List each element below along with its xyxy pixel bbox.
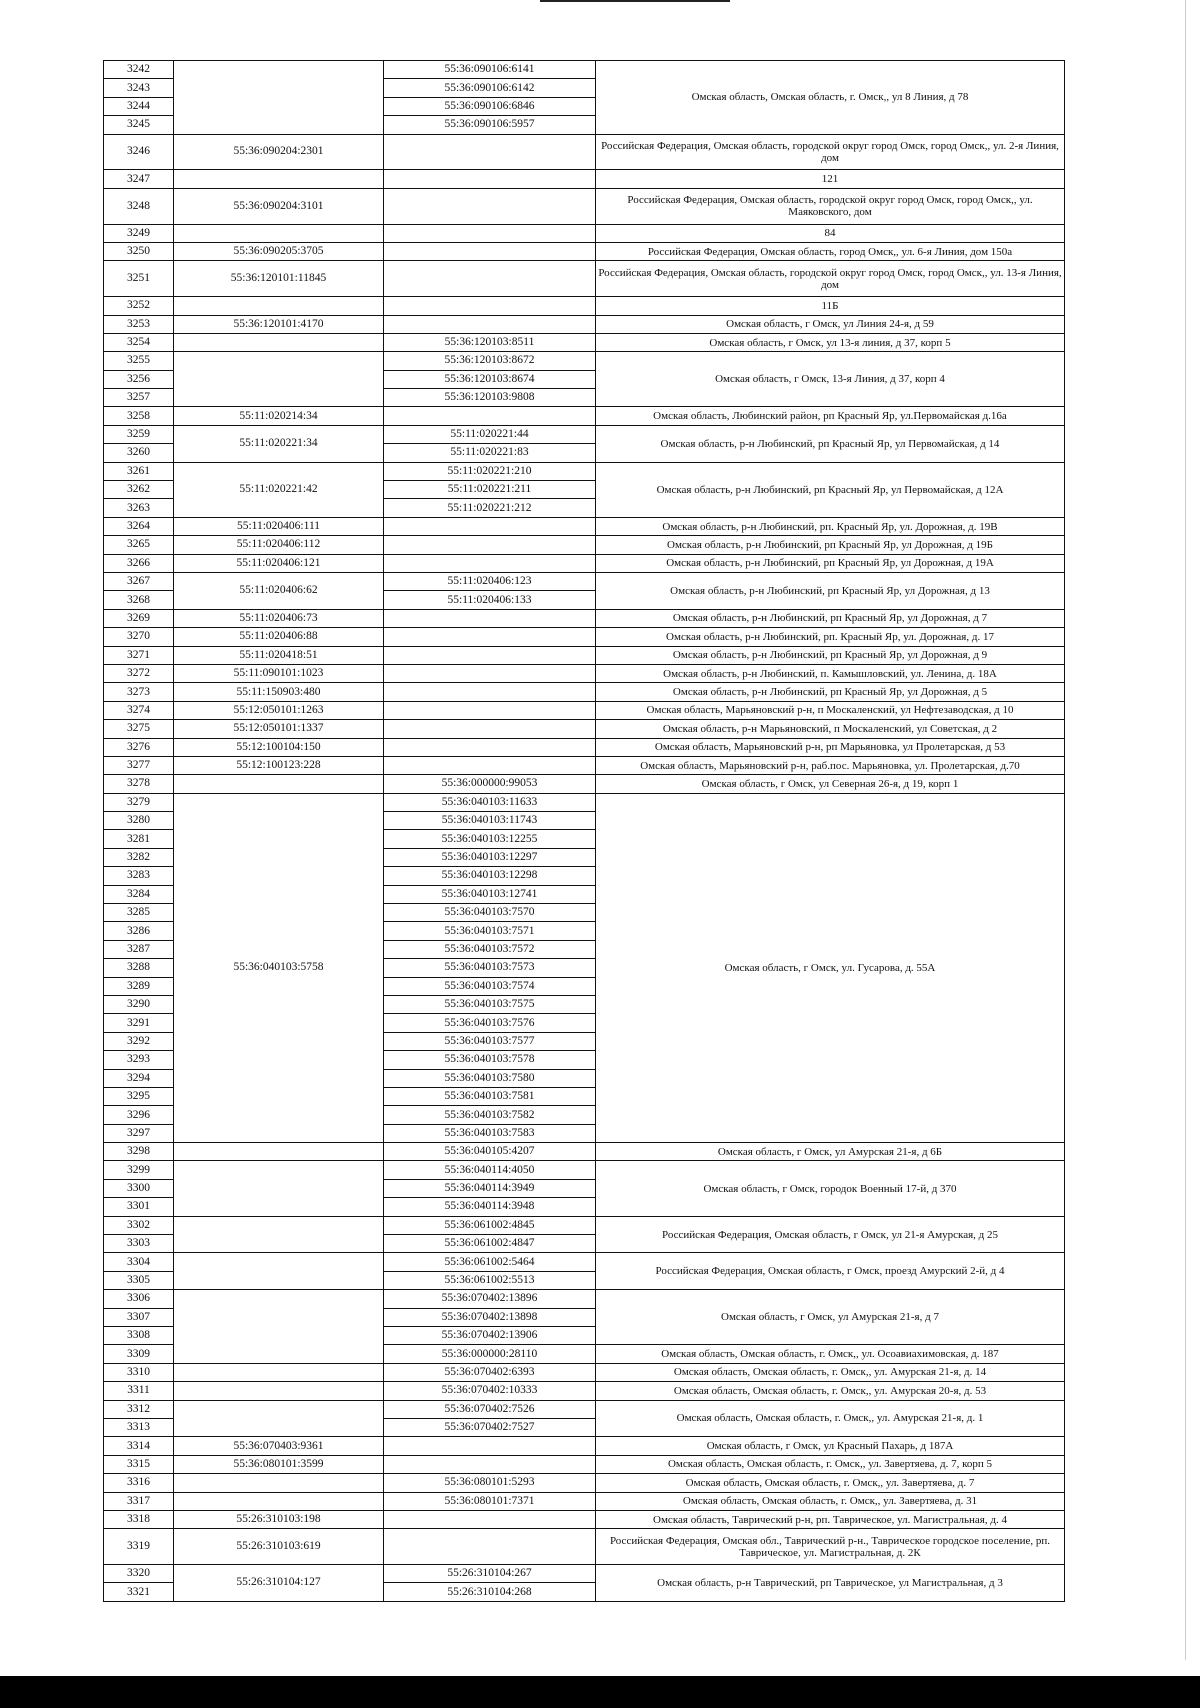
address-cell: Омская область, р-н Таврический, рп Таврическое, ул Магистральная, д 3 bbox=[596, 1565, 1065, 1602]
building-number-cell: 55:36:070402:7526 bbox=[384, 1400, 596, 1418]
address-cell: Омская область, г Омск, 13-я Линия, д 37, корп 4 bbox=[596, 352, 1065, 407]
parcel-number-cell: 55:11:020221:34 bbox=[174, 425, 384, 462]
building-number-cell: 55:36:070402:13906 bbox=[384, 1327, 596, 1345]
address-cell: Российская Федерация, Омская область, город Омск,, ул. 6-я Линия, дом 150а bbox=[596, 242, 1065, 260]
parcel-number-cell: 55:26:310103:619 bbox=[174, 1529, 384, 1565]
address-cell: Российская Федерация, Омская область, г Омск, ул 21-я Амурская, д 25 bbox=[596, 1216, 1065, 1253]
parcel-number-cell: 55:11:150903:480 bbox=[174, 683, 384, 701]
parcel-number-cell: 55:11:020406:121 bbox=[174, 554, 384, 572]
building-number-cell bbox=[384, 646, 596, 664]
building-number-cell: 55:11:020221:83 bbox=[384, 444, 596, 462]
row-number-cell: 3295 bbox=[104, 1087, 174, 1105]
row-number-cell: 3263 bbox=[104, 499, 174, 517]
parcel-number-cell: 55:36:120101:4170 bbox=[174, 315, 384, 333]
row-number-cell: 3286 bbox=[104, 922, 174, 940]
row-number-cell: 3264 bbox=[104, 517, 174, 535]
row-number-cell: 3302 bbox=[104, 1216, 174, 1234]
cadastral-table bbox=[103, 60, 1065, 1602]
address-cell: Омская область, Марьяновский р-н, рп Марьяновка, ул Пролетарская, д 53 bbox=[596, 738, 1065, 756]
table-row bbox=[104, 170, 1065, 188]
address-cell: Омская область, р-н Любинский, рп Красный Яр, ул Дорожная, д 7 bbox=[596, 609, 1065, 627]
address-cell: Омская область, р-н Любинский, рп Красный Яр, ул Первомайская, д 14 bbox=[596, 425, 1065, 462]
parcel-number-cell bbox=[174, 1143, 384, 1161]
parcel-number-cell bbox=[174, 61, 384, 135]
table-row bbox=[104, 1529, 1065, 1565]
address-cell: Российская Федерация, Омская область, городской округ город Омск, город Омск,, ул. Маяковского, дом bbox=[596, 188, 1065, 224]
table-row bbox=[104, 554, 1065, 572]
address-cell: 84 bbox=[596, 224, 1065, 242]
table-row bbox=[104, 738, 1065, 756]
building-number-cell bbox=[384, 315, 596, 333]
row-number-cell: 3250 bbox=[104, 242, 174, 260]
building-number-cell bbox=[384, 683, 596, 701]
table-row bbox=[104, 1437, 1065, 1455]
building-number-cell: 55:36:090106:6142 bbox=[384, 79, 596, 97]
parcel-number-cell bbox=[174, 297, 384, 315]
table-row bbox=[104, 1382, 1065, 1400]
row-number-cell: 3306 bbox=[104, 1290, 174, 1308]
building-number-cell: 55:36:120103:8674 bbox=[384, 370, 596, 388]
building-number-cell bbox=[384, 407, 596, 425]
building-number-cell: 55:36:040103:7576 bbox=[384, 1014, 596, 1032]
row-number-cell: 3262 bbox=[104, 481, 174, 499]
parcel-number-cell: 55:26:310103:198 bbox=[174, 1510, 384, 1528]
building-number-cell: 55:11:020406:133 bbox=[384, 591, 596, 609]
address-cell: Омская область, р-н Любинский, рп Красный Яр, ул Дорожная, д 9 bbox=[596, 646, 1065, 664]
building-number-cell: 55:36:040103:7572 bbox=[384, 940, 596, 958]
parcel-number-cell: 55:11:020418:51 bbox=[174, 646, 384, 664]
building-number-cell: 55:36:070402:13898 bbox=[384, 1308, 596, 1326]
address-cell: Омская область, р-н Любинский, рп Красный Яр, ул Дорожная, д 19А bbox=[596, 554, 1065, 572]
building-number-cell: 55:36:040103:12255 bbox=[384, 830, 596, 848]
row-number-cell: 3304 bbox=[104, 1253, 174, 1271]
table-row bbox=[104, 793, 1065, 811]
row-number-cell: 3265 bbox=[104, 536, 174, 554]
table-body bbox=[104, 61, 1065, 1602]
parcel-number-cell: 55:11:020406:62 bbox=[174, 572, 384, 609]
table-row bbox=[104, 646, 1065, 664]
building-number-cell bbox=[384, 242, 596, 260]
row-number-cell: 3249 bbox=[104, 224, 174, 242]
table-row bbox=[104, 1510, 1065, 1528]
building-number-cell bbox=[384, 664, 596, 682]
building-number-cell bbox=[384, 1510, 596, 1528]
row-number-cell: 3268 bbox=[104, 591, 174, 609]
address-cell: Российская Федерация, Омская область, городской округ город Омск, город Омск,, ул. 2-я Линия, дом bbox=[596, 134, 1065, 170]
row-number-cell: 3294 bbox=[104, 1069, 174, 1087]
row-number-cell: 3258 bbox=[104, 407, 174, 425]
address-cell: Омская область, Омская область, г. Омск,, ул 8 Линия, д 78 bbox=[596, 61, 1065, 135]
building-number-cell bbox=[384, 170, 596, 188]
row-number-cell: 3303 bbox=[104, 1235, 174, 1253]
table-row bbox=[104, 315, 1065, 333]
row-number-cell: 3259 bbox=[104, 425, 174, 443]
table-row bbox=[104, 701, 1065, 719]
building-number-cell: 55:11:020221:44 bbox=[384, 425, 596, 443]
table-row bbox=[104, 720, 1065, 738]
table-row bbox=[104, 462, 1065, 480]
row-number-cell: 3285 bbox=[104, 904, 174, 922]
parcel-number-cell bbox=[174, 1253, 384, 1290]
parcel-number-cell bbox=[174, 333, 384, 351]
parcel-number-cell bbox=[174, 1382, 384, 1400]
table-row bbox=[104, 536, 1065, 554]
parcel-number-cell bbox=[174, 1216, 384, 1253]
table-row bbox=[104, 1290, 1065, 1308]
table-row bbox=[104, 1400, 1065, 1418]
address-cell: Омская область, р-н Любинский, рп Красный Яр, ул Первомайская, д 12А bbox=[596, 462, 1065, 517]
address-cell: Российская Федерация, Омская обл., Таврический р-н., Таврическое городское поселение, рп. Таврическое, ул. Магистральная, д. 2К bbox=[596, 1529, 1065, 1565]
row-number-cell: 3248 bbox=[104, 188, 174, 224]
address-cell: Омская область, г Омск, ул Линия 24-я, д 59 bbox=[596, 315, 1065, 333]
row-number-cell: 3320 bbox=[104, 1565, 174, 1583]
building-number-cell: 55:26:310104:268 bbox=[384, 1583, 596, 1601]
table-row bbox=[104, 134, 1065, 170]
row-number-cell: 3251 bbox=[104, 261, 174, 297]
address-cell: Омская область, г Омск, городок Военный 17-й, д 370 bbox=[596, 1161, 1065, 1216]
parcel-number-cell: 55:11:020214:34 bbox=[174, 407, 384, 425]
row-number-cell: 3271 bbox=[104, 646, 174, 664]
parcel-number-cell bbox=[174, 170, 384, 188]
address-cell: Омская область, г Омск, ул Амурская 21-я, д 6Б bbox=[596, 1143, 1065, 1161]
address-cell: Омская область, Омская область, г. Омск,, ул. Амурская 20-я, д. 53 bbox=[596, 1382, 1065, 1400]
building-number-cell bbox=[384, 609, 596, 627]
row-number-cell: 3273 bbox=[104, 683, 174, 701]
building-number-cell bbox=[384, 517, 596, 535]
building-number-cell: 55:36:090106:5957 bbox=[384, 116, 596, 134]
row-number-cell: 3308 bbox=[104, 1327, 174, 1345]
building-number-cell: 55:36:080101:5293 bbox=[384, 1474, 596, 1492]
table-row bbox=[104, 1455, 1065, 1473]
building-number-cell: 55:11:020221:210 bbox=[384, 462, 596, 480]
row-number-cell: 3283 bbox=[104, 867, 174, 885]
row-number-cell: 3243 bbox=[104, 79, 174, 97]
row-number-cell: 3316 bbox=[104, 1474, 174, 1492]
parcel-number-cell: 55:11:020406:88 bbox=[174, 628, 384, 646]
parcel-number-cell bbox=[174, 352, 384, 407]
address-cell: Омская область, г Омск, ул Северная 26-я, д 19, корп 1 bbox=[596, 775, 1065, 793]
table-row bbox=[104, 664, 1065, 682]
row-number-cell: 3270 bbox=[104, 628, 174, 646]
parcel-number-cell: 55:11:090101:1023 bbox=[174, 664, 384, 682]
building-number-cell: 55:36:040114:3948 bbox=[384, 1198, 596, 1216]
address-cell: 11Б bbox=[596, 297, 1065, 315]
row-number-cell: 3266 bbox=[104, 554, 174, 572]
table-row bbox=[104, 1253, 1065, 1271]
building-number-cell: 55:36:040103:7574 bbox=[384, 977, 596, 995]
address-cell: Омская область, Марьяновский р-н, раб.пос. Марьяновка, ул. Пролетарская, д.70 bbox=[596, 756, 1065, 774]
row-number-cell: 3317 bbox=[104, 1492, 174, 1510]
building-number-cell: 55:36:090106:6141 bbox=[384, 61, 596, 79]
parcel-number-cell bbox=[174, 224, 384, 242]
address-cell: Омская область, р-н Марьяновский, п Москаленский, ул Советская, д 2 bbox=[596, 720, 1065, 738]
building-number-cell bbox=[384, 1437, 596, 1455]
building-number-cell bbox=[384, 536, 596, 554]
address-cell: Омская область, р-н Любинский, рп. Красный Яр, ул. Дорожная, д. 17 bbox=[596, 628, 1065, 646]
row-number-cell: 3278 bbox=[104, 775, 174, 793]
building-number-cell: 55:36:090106:6846 bbox=[384, 97, 596, 115]
building-number-cell: 55:36:040103:7573 bbox=[384, 959, 596, 977]
building-number-cell: 55:36:040103:7575 bbox=[384, 995, 596, 1013]
address-cell: Омская область, г Омск, ул Красный Пахарь, д 187А bbox=[596, 1437, 1065, 1455]
row-number-cell: 3267 bbox=[104, 572, 174, 590]
address-cell: Омская область, Омская область, г. Омск,, ул. Завертяева, д. 7 bbox=[596, 1474, 1065, 1492]
table-row bbox=[104, 242, 1065, 260]
parcel-number-cell: 55:12:050101:1337 bbox=[174, 720, 384, 738]
parcel-number-cell bbox=[174, 775, 384, 793]
row-number-cell: 3244 bbox=[104, 97, 174, 115]
building-number-cell bbox=[384, 134, 596, 170]
building-number-cell: 55:36:040103:7581 bbox=[384, 1087, 596, 1105]
building-number-cell: 55:36:040103:7571 bbox=[384, 922, 596, 940]
building-number-cell: 55:36:120103:8511 bbox=[384, 333, 596, 351]
row-number-cell: 3319 bbox=[104, 1529, 174, 1565]
parcel-number-cell bbox=[174, 1363, 384, 1381]
row-number-cell: 3257 bbox=[104, 389, 174, 407]
table-row bbox=[104, 1363, 1065, 1381]
table-row bbox=[104, 1565, 1065, 1583]
table-row bbox=[104, 1161, 1065, 1179]
building-number-cell: 55:36:040103:11633 bbox=[384, 793, 596, 811]
row-number-cell: 3245 bbox=[104, 116, 174, 134]
row-number-cell: 3253 bbox=[104, 315, 174, 333]
building-number-cell: 55:36:070402:6393 bbox=[384, 1363, 596, 1381]
table-row bbox=[104, 352, 1065, 370]
building-number-cell: 55:36:061002:4847 bbox=[384, 1235, 596, 1253]
row-number-cell: 3311 bbox=[104, 1382, 174, 1400]
building-number-cell: 55:36:040103:12297 bbox=[384, 848, 596, 866]
row-number-cell: 3252 bbox=[104, 297, 174, 315]
building-number-cell: 55:11:020221:211 bbox=[384, 481, 596, 499]
address-cell: Омская область, Марьяновский р-н, п Москаленский, ул Нефтезаводская, д 10 bbox=[596, 701, 1065, 719]
address-cell: Омская область, г Омск, ул Амурская 21-я, д 7 bbox=[596, 1290, 1065, 1345]
building-number-cell: 55:36:040114:3949 bbox=[384, 1179, 596, 1197]
row-number-cell: 3276 bbox=[104, 738, 174, 756]
row-number-cell: 3300 bbox=[104, 1179, 174, 1197]
row-number-cell: 3309 bbox=[104, 1345, 174, 1363]
building-number-cell: 55:36:070402:7527 bbox=[384, 1418, 596, 1436]
address-cell: Омская область, р-н Любинский, рп Красный Яр, ул Дорожная, д 19Б bbox=[596, 536, 1065, 554]
row-number-cell: 3290 bbox=[104, 995, 174, 1013]
table-row bbox=[104, 609, 1065, 627]
parcel-number-cell: 55:36:070403:9361 bbox=[174, 1437, 384, 1455]
building-number-cell: 55:36:120103:9808 bbox=[384, 389, 596, 407]
scan-right-edge bbox=[1185, 0, 1186, 1660]
row-number-cell: 3255 bbox=[104, 352, 174, 370]
address-cell: Омская область, р-н Любинский, рп Красный Яр, ул Дорожная, д 5 bbox=[596, 683, 1065, 701]
row-number-cell: 3313 bbox=[104, 1418, 174, 1436]
row-number-cell: 3288 bbox=[104, 959, 174, 977]
table-row bbox=[104, 407, 1065, 425]
table-row bbox=[104, 333, 1065, 351]
address-cell: Омская область, Омская область, г. Омск,, ул. Завертяева, д. 31 bbox=[596, 1492, 1065, 1510]
row-number-cell: 3315 bbox=[104, 1455, 174, 1473]
address-cell: Российская Федерация, Омская область, городской округ город Омск, город Омск,, ул. 13-я Линия, дом bbox=[596, 261, 1065, 297]
address-cell: Омская область, Омская область, г. Омск,, ул. Амурская 21-я, д. 14 bbox=[596, 1363, 1065, 1381]
building-number-cell bbox=[384, 701, 596, 719]
row-number-cell: 3281 bbox=[104, 830, 174, 848]
parcel-number-cell: 55:11:020406:73 bbox=[174, 609, 384, 627]
parcel-number-cell: 55:11:020221:42 bbox=[174, 462, 384, 517]
row-number-cell: 3297 bbox=[104, 1124, 174, 1142]
row-number-cell: 3287 bbox=[104, 940, 174, 958]
building-number-cell: 55:36:040114:4050 bbox=[384, 1161, 596, 1179]
building-number-cell bbox=[384, 188, 596, 224]
row-number-cell: 3277 bbox=[104, 756, 174, 774]
parcel-number-cell: 55:36:040103:5758 bbox=[174, 793, 384, 1142]
row-number-cell: 3247 bbox=[104, 170, 174, 188]
address-cell: Омская область, Омская область, г. Омск,, ул. Амурская 21-я, д. 1 bbox=[596, 1400, 1065, 1437]
address-cell: 121 bbox=[596, 170, 1065, 188]
table-row bbox=[104, 1143, 1065, 1161]
parcel-number-cell: 55:12:100104:150 bbox=[174, 738, 384, 756]
building-number-cell bbox=[384, 738, 596, 756]
parcel-number-cell bbox=[174, 1161, 384, 1216]
address-cell: Омская область, р-н Любинский, п. Камышловский, ул. Ленина, д. 18А bbox=[596, 664, 1065, 682]
row-number-cell: 3321 bbox=[104, 1583, 174, 1601]
table-row bbox=[104, 261, 1065, 297]
building-number-cell: 55:11:020221:212 bbox=[384, 499, 596, 517]
row-number-cell: 3314 bbox=[104, 1437, 174, 1455]
address-cell: Омская область, Таврический р-н, рп. Таврическое, ул. Магистральная, д. 4 bbox=[596, 1510, 1065, 1528]
building-number-cell: 55:36:040103:7583 bbox=[384, 1124, 596, 1142]
building-number-cell: 55:36:070402:13896 bbox=[384, 1290, 596, 1308]
row-number-cell: 3274 bbox=[104, 701, 174, 719]
table-row bbox=[104, 683, 1065, 701]
building-number-cell: 55:11:020406:123 bbox=[384, 572, 596, 590]
row-number-cell: 3269 bbox=[104, 609, 174, 627]
table-row bbox=[104, 1474, 1065, 1492]
table-row bbox=[104, 1216, 1065, 1234]
row-number-cell: 3318 bbox=[104, 1510, 174, 1528]
address-cell: Омская область, Любинский район, рп Красный Яр, ул.Первомайская д.16а bbox=[596, 407, 1065, 425]
parcel-number-cell bbox=[174, 1474, 384, 1492]
building-number-cell: 55:36:000000:99053 bbox=[384, 775, 596, 793]
address-cell: Омская область, р-н Любинский, рп. Красный Яр, ул. Дорожная, д. 19В bbox=[596, 517, 1065, 535]
row-number-cell: 3289 bbox=[104, 977, 174, 995]
row-number-cell: 3305 bbox=[104, 1271, 174, 1289]
row-number-cell: 3256 bbox=[104, 370, 174, 388]
building-number-cell bbox=[384, 1529, 596, 1565]
building-number-cell: 55:36:080101:7371 bbox=[384, 1492, 596, 1510]
building-number-cell: 55:36:040103:12741 bbox=[384, 885, 596, 903]
parcel-number-cell: 55:36:120101:11845 bbox=[174, 261, 384, 297]
building-number-cell: 55:36:061002:4845 bbox=[384, 1216, 596, 1234]
building-number-cell: 55:36:040103:12298 bbox=[384, 867, 596, 885]
table-row bbox=[104, 572, 1065, 590]
row-number-cell: 3301 bbox=[104, 1198, 174, 1216]
row-number-cell: 3272 bbox=[104, 664, 174, 682]
parcel-number-cell: 55:11:020406:111 bbox=[174, 517, 384, 535]
building-number-cell bbox=[384, 297, 596, 315]
row-number-cell: 3254 bbox=[104, 333, 174, 351]
building-number-cell: 55:26:310104:267 bbox=[384, 1565, 596, 1583]
parcel-number-cell: 55:12:050101:1263 bbox=[174, 701, 384, 719]
address-cell: Омская область, г Омск, ул. Гусарова, д. 55А bbox=[596, 793, 1065, 1142]
address-cell: Российская Федерация, Омская область, г Омск, проезд Амурский 2-й, д 4 bbox=[596, 1253, 1065, 1290]
building-number-cell: 55:36:040103:7570 bbox=[384, 904, 596, 922]
building-number-cell: 55:36:061002:5464 bbox=[384, 1253, 596, 1271]
parcel-number-cell: 55:36:090205:3705 bbox=[174, 242, 384, 260]
row-number-cell: 3310 bbox=[104, 1363, 174, 1381]
building-number-cell: 55:36:120103:8672 bbox=[384, 352, 596, 370]
row-number-cell: 3246 bbox=[104, 134, 174, 170]
building-number-cell bbox=[384, 1455, 596, 1473]
address-cell: Омская область, г Омск, ул 13-я линия, д 37, корп 5 bbox=[596, 333, 1065, 351]
row-number-cell: 3284 bbox=[104, 885, 174, 903]
building-number-cell bbox=[384, 628, 596, 646]
building-number-cell bbox=[384, 554, 596, 572]
scan-top-line bbox=[540, 0, 730, 2]
building-number-cell bbox=[384, 756, 596, 774]
building-number-cell: 55:36:040103:7580 bbox=[384, 1069, 596, 1087]
row-number-cell: 3296 bbox=[104, 1106, 174, 1124]
table-row bbox=[104, 224, 1065, 242]
building-number-cell bbox=[384, 224, 596, 242]
table-row bbox=[104, 517, 1065, 535]
table-row bbox=[104, 1492, 1065, 1510]
row-number-cell: 3280 bbox=[104, 812, 174, 830]
building-number-cell: 55:36:040103:11743 bbox=[384, 812, 596, 830]
row-number-cell: 3291 bbox=[104, 1014, 174, 1032]
table-row bbox=[104, 188, 1065, 224]
address-cell: Омская область, Омская область, г. Омск,, ул. Осоавиахимовская, д. 187 bbox=[596, 1345, 1065, 1363]
building-number-cell: 55:36:040103:7582 bbox=[384, 1106, 596, 1124]
row-number-cell: 3282 bbox=[104, 848, 174, 866]
table-row bbox=[104, 61, 1065, 79]
row-number-cell: 3242 bbox=[104, 61, 174, 79]
parcel-number-cell: 55:36:090204:3101 bbox=[174, 188, 384, 224]
row-number-cell: 3292 bbox=[104, 1032, 174, 1050]
table-row bbox=[104, 775, 1065, 793]
building-number-cell: 55:36:070402:10333 bbox=[384, 1382, 596, 1400]
parcel-number-cell: 55:26:310104:127 bbox=[174, 1565, 384, 1602]
row-number-cell: 3299 bbox=[104, 1161, 174, 1179]
parcel-number-cell: 55:11:020406:112 bbox=[174, 536, 384, 554]
row-number-cell: 3261 bbox=[104, 462, 174, 480]
building-number-cell: 55:36:061002:5513 bbox=[384, 1271, 596, 1289]
address-cell: Омская область, Омская область, г. Омск,, ул. Завертяева, д. 7, корп 5 bbox=[596, 1455, 1065, 1473]
building-number-cell: 55:36:040103:7577 bbox=[384, 1032, 596, 1050]
table-row bbox=[104, 297, 1065, 315]
row-number-cell: 3293 bbox=[104, 1051, 174, 1069]
row-number-cell: 3312 bbox=[104, 1400, 174, 1418]
row-number-cell: 3275 bbox=[104, 720, 174, 738]
row-number-cell: 3298 bbox=[104, 1143, 174, 1161]
scan-bottom-bar bbox=[0, 1676, 1200, 1708]
table-row bbox=[104, 425, 1065, 443]
building-number-cell bbox=[384, 720, 596, 738]
address-cell: Омская область, р-н Любинский, рп Красный Яр, ул Дорожная, д 13 bbox=[596, 572, 1065, 609]
parcel-number-cell bbox=[174, 1492, 384, 1510]
building-number-cell bbox=[384, 261, 596, 297]
parcel-number-cell bbox=[174, 1290, 384, 1364]
table-row bbox=[104, 756, 1065, 774]
parcel-number-cell: 55:12:100123:228 bbox=[174, 756, 384, 774]
table-row bbox=[104, 628, 1065, 646]
building-number-cell: 55:36:040105:4207 bbox=[384, 1143, 596, 1161]
row-number-cell: 3279 bbox=[104, 793, 174, 811]
row-number-cell: 3307 bbox=[104, 1308, 174, 1326]
parcel-number-cell: 55:36:080101:3599 bbox=[174, 1455, 384, 1473]
parcel-number-cell bbox=[174, 1400, 384, 1437]
building-number-cell: 55:36:040103:7578 bbox=[384, 1051, 596, 1069]
building-number-cell: 55:36:000000:28110 bbox=[384, 1345, 596, 1363]
parcel-number-cell: 55:36:090204:2301 bbox=[174, 134, 384, 170]
row-number-cell: 3260 bbox=[104, 444, 174, 462]
